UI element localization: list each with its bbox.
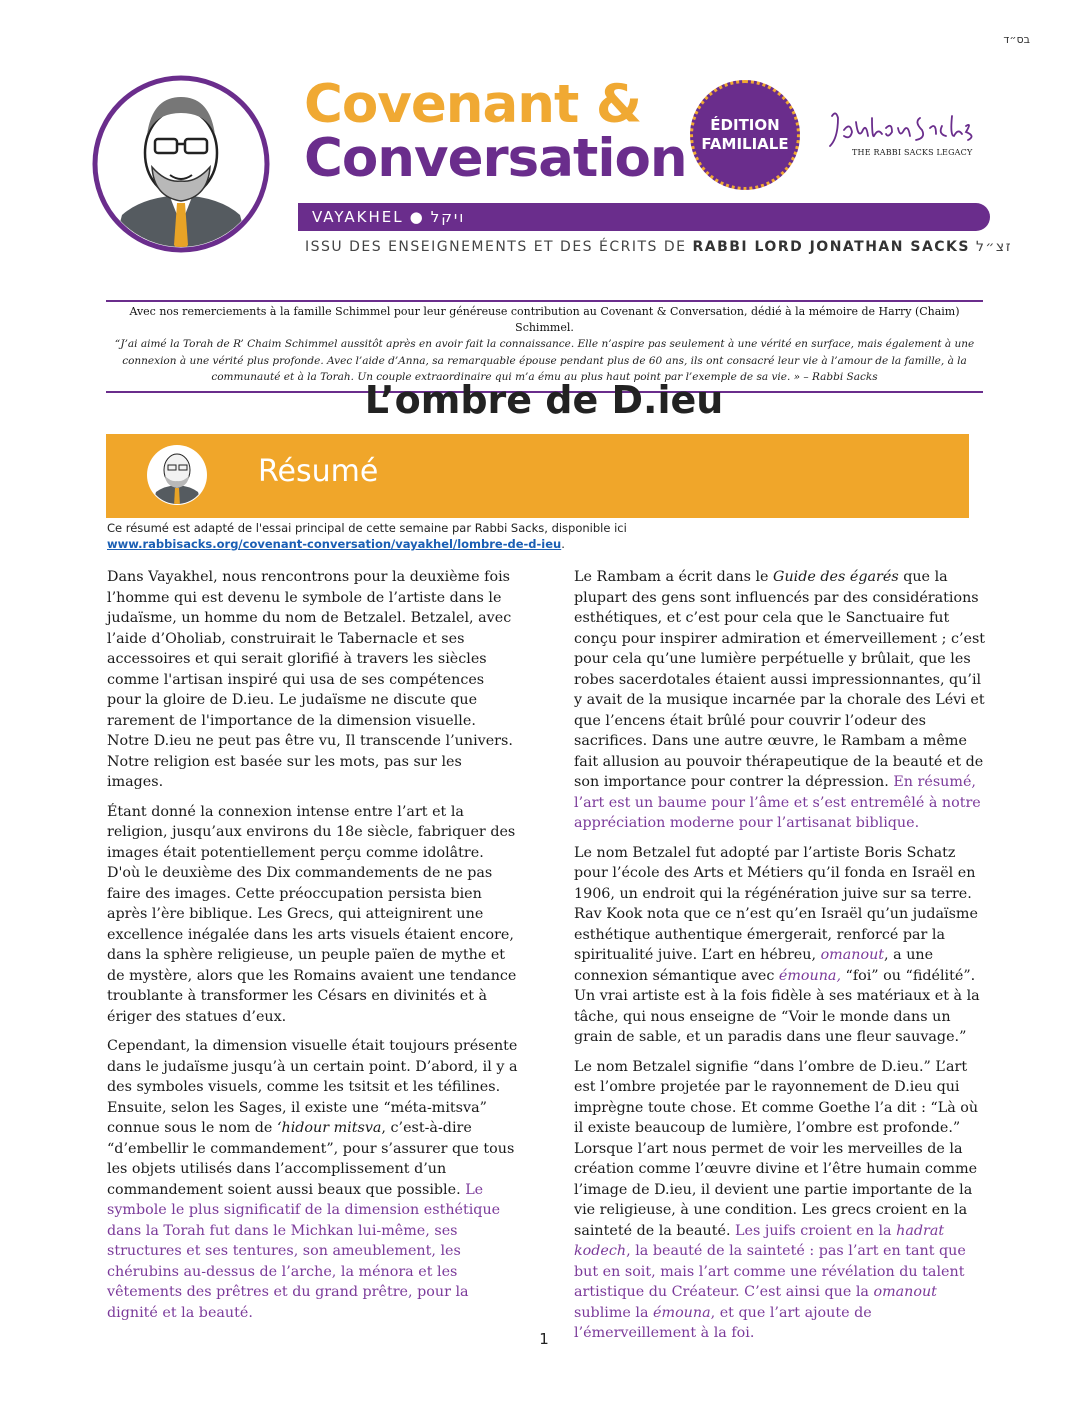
avatar	[146, 444, 208, 506]
resume-banner	[106, 434, 969, 518]
paragraph: Étant donné la connexion intense entre l’art et la religion, jusqu’aux environs du 18e siècle, fabriquer des images était potentiellement perçu comme idolâtre. D'où le deuxième des Dix commandements de ne pas faire des images. Cette préoccupation persista bien après l’ère biblique. Les Grecs, qui atteignirent une excellence inégalée dans les arts visuels étaient encore, dans la sphère religieuse, un peuple païen de mythe et de mystère, alors que les Romains avaient une tendance troublante à transformer les Césars en divinités et à ériger des statues d’eux.	[107, 803, 517, 1025]
badge-line-2: FAMILIALE	[701, 135, 789, 153]
title-line-2: Conversation	[304, 128, 687, 189]
text-run: sublime la	[574, 1304, 654, 1321]
resume-label: Résumé	[258, 454, 379, 489]
dedication-quote: “J’ai aimé la Torah de R’ Chaim Schimmel aussitôt après en avoir fait la connaissance. Elle n’aspire pas seulement à une vérité en surface, mais également à une connexion à une vérité plus profonde. Avec l’aide d’Anna, sa remarquable épouse pendant plus de 60 ans, ils ont consacré leur vie à l’amour de la famille, à la communauté et à la Torah. Un couple extraordinaire qui m’a ému au plus haut point par l’exemple de sa vie. » – Rabbi Sacks	[114, 338, 975, 383]
publication-subtitle	[305, 239, 1012, 255]
highlighted-text	[574, 1223, 966, 1342]
text-run: que la plupart des gens sont influencés par des considérations esthétiques, et c’est pour cela que le Sanctuaire fut conçu pour inspirer admiration et émerveillement ; c’est pour cela qu’une lumière perpétuelle y brûlait, que les robes sacerdotales étaient aussi impressionnantes, qu’il y avait de la musique incarnée par la chorale des Lévi et que l’encens était brûlé pour couvrir l’odeur des sacrifices. Dans une autre œuvre, le Rambam a même fait allusion au pouvoir thérapeutique de la beauté et de son importance pour contrer la dépression.	[574, 569, 986, 790]
text-run: , c’est-à-dire “d’embellir le commandement”, pour s’assurer que tous les objets utilisés dans l’accomplissement d’un commandement soient aussi beaux que possible.	[107, 1120, 515, 1198]
text-run: “foi” ou “fidélité”. Un vrai artiste est à la fois fidèle à ses matériaux et à la tâche, qui nous enseigne de “Voir le monde dans un grain de sable, et un paradis dans une fleur sauvage.”	[574, 967, 980, 1045]
text-run: , et que l’art ajoute de l’émerveillement à la foi.	[574, 1304, 872, 1341]
subtitle-suffix: זצ״ל	[975, 239, 1013, 255]
italic-term: omanout	[820, 947, 885, 963]
source-note	[107, 520, 827, 552]
source-link[interactable]: www.rabbisacks.org/covenant-conversation/vayakhel/lombre-de-d-ieu	[107, 537, 562, 551]
italic-term: hadrat kodech	[574, 1222, 945, 1259]
italic-term: Guide des égarés	[773, 569, 899, 585]
page-number: 1	[539, 1330, 549, 1348]
highlighted-text: En résumé, l’art est un baume pour l’âme et s’est entremêlé à notre appréciation moderne pour l’artisanat biblique.	[574, 774, 981, 831]
left-column	[107, 567, 519, 1332]
parasha-name: VAYAKHEL	[312, 208, 404, 226]
article-title: L’ombre de D.ieu	[364, 378, 724, 422]
title-line-1: Covenant &	[304, 74, 642, 135]
italic-term: omanout	[873, 1284, 937, 1300]
text-run: Cependant, la dimension visuelle était toujours présente dans le judaïsme jusqu’à un certain point. D’abord, il y a des symboles visuels, comme les tsitsit et les téfilines. Ensuite, selon les Sages, il existe une “méta-mitsva” connue sous le nom de	[107, 1038, 518, 1136]
source-end: .	[561, 537, 565, 551]
parasha-hebrew: ויקל	[430, 208, 466, 226]
subtitle-prefix: ISSU DES ENSEIGNEMENTS ET DES ÉCRITS DE	[305, 239, 687, 255]
publication-title	[304, 74, 687, 189]
text-run: Les juifs croient en la	[735, 1222, 897, 1239]
paragraph	[574, 567, 986, 834]
bsd-mark: בס״ד	[1003, 33, 1030, 46]
paragraph	[574, 1057, 986, 1344]
legacy-label: THE RABBI SACKS LEGACY	[852, 148, 973, 157]
highlighted-text: Le symbole le plus significatif de la dimension esthétique dans la Torah fut dans le Michkan lui-même, ses structures et ses tentures, son ameublement, les chérubins au-dessus de l’arche, la ménora et les vêtements des prêtres et du grand prêtre, pour la dignité et la beauté.	[107, 1181, 501, 1321]
paragraph: Dans Vayakhel, nous rencontrons pour la deuxième fois l’homme qui est devenu le symbole de l’artiste dans le judaïsme, un homme du nom de Betzalel. Betzalel, avec l’aide d’Oholiab, construirait le Tabernacle et ses accessoires et qui serait glorifié à travers les siècles comme l'artisan inspiré qui usa de ses compétences pour la gloire de D.ieu. Le judaïsme ne discute que rarement de l'importance de la dimension visuelle. Notre D.ieu ne peut pas être vu, Il transcende l’univers. Notre religion est basée sur les mots, pas sur les images.	[107, 569, 513, 790]
dedication-line: Avec nos remerciements à la famille Schimmel pour leur généreuse contribution au Covenant & Conversation, dédié à la mémoire de Harry (Chaim) Schimmel.	[129, 305, 960, 334]
bullet-icon: ●	[409, 208, 425, 226]
paragraph	[574, 843, 986, 1048]
italic-term: ‘hidour mitsva	[276, 1120, 382, 1136]
badge-line-1: ÉDITION	[710, 116, 780, 134]
source-text: Ce résumé est adapté de l'essai principal de cette semaine par Rabbi Sacks, disponible ici	[107, 521, 627, 535]
subtitle-author: RABBI LORD JONATHAN SACKS	[692, 239, 970, 255]
text-run: Le nom Betzalel signifie “dans l’ombre de D.ieu.” L’art est l’ombre projetée par le rayonnement de D.ieu qui imprègne toute chose. Et comme Goethe l’a dit : “Là où il existe beaucoup de lumière, l’ombre est profonde.” Lorsque l’art nous permet de voir les merveilles de la création comme l’œuvre divine et l’être humain comme l’image de D.ieu, il devient une partie importante de la vie religieuse, à une condition. Les grecs croient en la sainteté de la beauté.	[574, 1058, 979, 1239]
text-run: , a une connexion sémantique avec	[574, 947, 934, 984]
text-run: , la beauté de la sainteté : pas l’art en tant que but en soit, mais l’art comme une révélation du talent artistique du Créateur. C’est ainsi que la	[574, 1243, 966, 1300]
rabbi-portrait-logo	[92, 75, 270, 253]
right-column	[574, 567, 986, 1353]
italic-term: émouna,	[778, 967, 841, 984]
text-run: Le Rambam a écrit dans le	[574, 569, 774, 585]
parasha-bar	[298, 203, 990, 231]
paragraph	[107, 1036, 519, 1323]
text-run: Le nom Betzalel fut adopté par l’artiste Boris Schatz pour l’école des Arts et Métiers qu’il fonda en Israël en 1906, un endroit qui la régénération juive sur sa terre. Rav Kook nota que ce n’est qu’en Israël qu’un judaïsme esthétique authentique émergerait, renforcé par la spiritualité juive. L’art en hébreu,	[574, 844, 978, 963]
italic-term: émouna	[653, 1304, 711, 1321]
edition-badge	[690, 80, 800, 190]
